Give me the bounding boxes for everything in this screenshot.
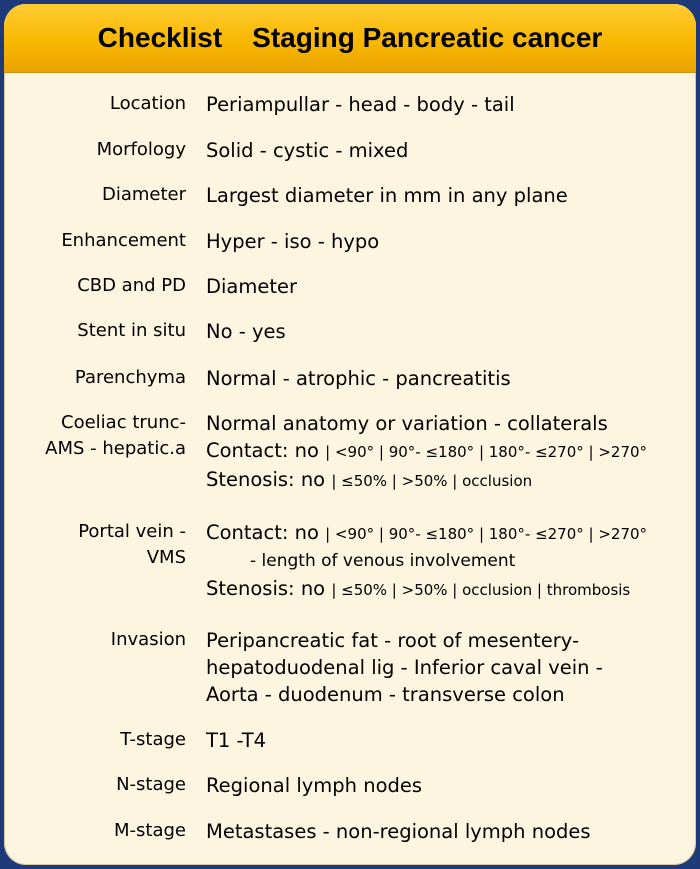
portal-length: - length of venous involvement bbox=[250, 551, 516, 571]
coeliac-contact-label: Contact: no bbox=[206, 439, 319, 462]
invasion-line2: hepatoduodenal lig - Inferior caval vein - bbox=[206, 656, 603, 679]
value-portal bbox=[206, 519, 692, 604]
label-enhancement: Enhancement bbox=[61, 230, 186, 251]
checklist-card bbox=[4, 4, 696, 865]
label-parenchyma: Parenchyma bbox=[74, 367, 186, 388]
value-cbd-pd: Diameter bbox=[206, 275, 298, 298]
invasion-line1: Peripancreatic fat - root of mesentery- bbox=[206, 629, 580, 652]
coeliac-stenosis-label: Stenosis: no bbox=[206, 468, 326, 491]
label-cbd-pd: CBD and PD bbox=[77, 275, 186, 296]
label-coeliac-line1: Coeliac trunc- bbox=[61, 412, 186, 433]
label-stent: Stent in situ bbox=[77, 320, 186, 341]
value-m-stage: Metastases - non-regional lymph nodes bbox=[206, 820, 591, 843]
label-invasion: Invasion bbox=[110, 629, 186, 650]
portal-contact-label: Contact: no bbox=[206, 521, 319, 544]
value-n-stage: Regional lymph nodes bbox=[206, 774, 423, 797]
coeliac-stenosis bbox=[206, 466, 692, 495]
portal-contact bbox=[206, 519, 692, 548]
header-title: Staging Pancreatic cancer bbox=[252, 22, 603, 53]
coeliac-contact-options: | <90° | 90°- ≤180° | 180°- ≤270° | >270° bbox=[325, 443, 648, 461]
label-n-stage: N-stage bbox=[116, 774, 186, 795]
portal-stenosis bbox=[206, 575, 692, 604]
value-stent: No - yes bbox=[206, 320, 286, 343]
label-diameter: Diameter bbox=[101, 184, 186, 205]
portal-contact-options: | <90° | 90°- ≤180° | 180°- ≤270° | >270° bbox=[325, 525, 648, 543]
coeliac-stenosis-options: | ≤50% | >50% | occlusion bbox=[331, 472, 533, 490]
header-banner bbox=[4, 4, 696, 73]
coeliac-contact bbox=[206, 437, 692, 466]
label-portal-line1: Portal vein - bbox=[78, 521, 186, 542]
value-invasion bbox=[206, 627, 692, 708]
label-portal bbox=[4, 519, 186, 571]
portal-stenosis-options: | ≤50% | >50% | occlusion | thrombosis bbox=[331, 581, 631, 599]
value-parenchyma: Normal - atrophic - pancreatitis bbox=[206, 367, 511, 390]
value-morfology: Solid - cystic - mixed bbox=[206, 139, 409, 162]
value-coeliac bbox=[206, 410, 692, 495]
value-enhancement: Hyper - iso - hypo bbox=[206, 230, 380, 253]
label-m-stage: M-stage bbox=[114, 820, 186, 841]
value-diameter: Largest diameter in mm in any plane bbox=[206, 184, 568, 207]
label-t-stage: T-stage bbox=[120, 729, 186, 750]
invasion-line3: Aorta - duodenum - transverse colon bbox=[206, 683, 565, 706]
coeliac-anatomy: Normal anatomy or variation - collaterals bbox=[206, 412, 608, 435]
label-location: Location bbox=[109, 93, 186, 114]
label-coeliac bbox=[4, 410, 186, 462]
header-checklist: Checklist bbox=[97, 22, 223, 53]
label-morfology: Morfology bbox=[96, 139, 186, 160]
portal-stenosis-label: Stenosis: no bbox=[206, 577, 326, 600]
value-location: Periampullar - head - body - tail bbox=[206, 93, 515, 116]
label-coeliac-line2: AMS - hepatic.a bbox=[45, 438, 186, 459]
value-t-stage: T1 -T4 bbox=[206, 729, 267, 752]
label-portal-line2: VMS bbox=[146, 547, 186, 568]
